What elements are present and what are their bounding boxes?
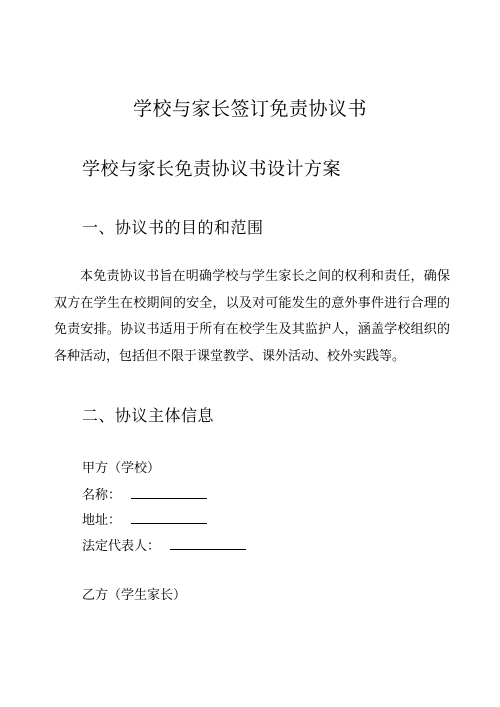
legal-rep-label: 法定代表人：	[82, 539, 161, 554]
section-heading-parties: 二、协议主体信息	[82, 406, 215, 425]
legal-rep-blank-line	[170, 535, 246, 550]
address-field-row	[82, 509, 207, 531]
address-label: 地址：	[82, 513, 122, 528]
name-field-row	[82, 484, 207, 506]
party-b-label: 乙方（学生家长）	[82, 588, 187, 603]
address-blank-line	[131, 509, 207, 524]
legal-rep-field-row	[82, 535, 246, 557]
purpose-paragraph: 本免责协议书旨在明确学校与学生家长之间的权利和责任，确保双方在学生在校期间的安全，以及对可能发生的意外事件进行合理的免责安排。协议书适用于所有在校学生及其监护人，涵盖学校组织的各种活动，包括但不限于课堂教学、课外活动、校外实践等。	[54, 269, 450, 364]
name-blank-line	[131, 484, 207, 499]
party-a-label: 甲方（学校）	[82, 461, 161, 476]
section-heading-purpose: 一、协议书的目的和范围	[82, 218, 264, 237]
name-label: 名称：	[82, 488, 122, 503]
document-title: 学校与家长签订免责协议书	[132, 98, 367, 120]
document-subtitle: 学校与家长免责协议书设计方案	[82, 159, 341, 180]
